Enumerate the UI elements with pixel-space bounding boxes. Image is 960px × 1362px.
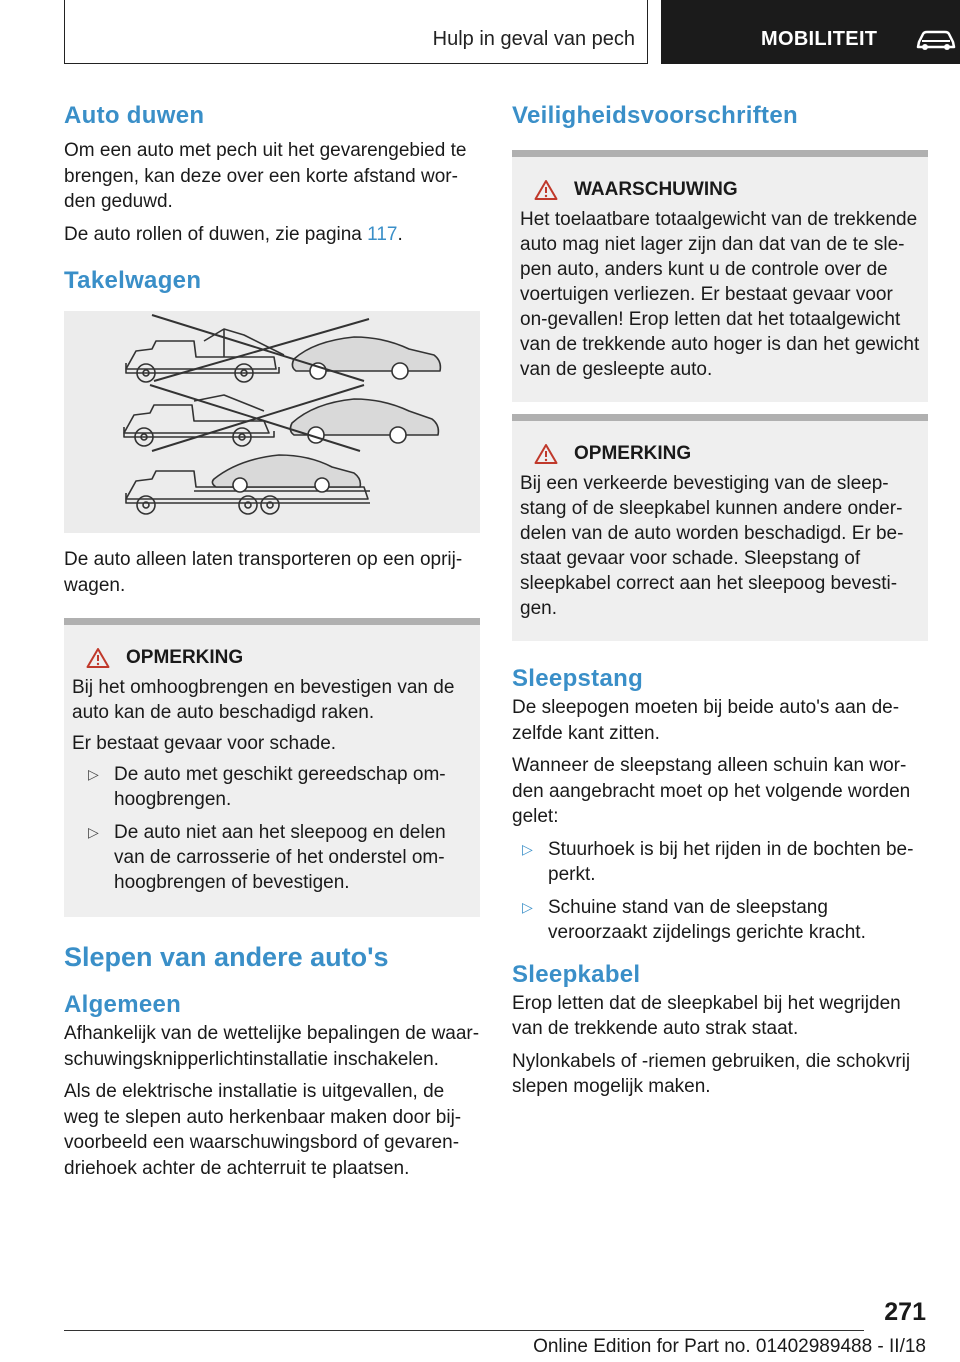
list-item: ▷ De auto met geschikt gereedschap om-hoogbrengen.	[88, 764, 446, 810]
triangle-right-icon: ▷	[88, 766, 99, 782]
list-item: ▷ De auto niet aan het sleepoog en delen van de carrosserie of het onderstel om-hoogbrengen of bevestigen.	[88, 822, 446, 893]
warning-label: WAARSCHUWING	[574, 179, 738, 200]
warning-text: Het toelaatbare totaalgewicht van de trekkende auto mag niet lager zijn dan dat van de te sle-pen auto, anders kunt u de controle over de voertuigen verliezen. Er bestaat gevaar voor on-gevallen! Erop letten dat het totaalgewicht van de trekkende auto hoger is dan het gewicht van de gesleepte auto.	[520, 209, 920, 380]
header-chapter-box	[661, 0, 960, 64]
right-column	[512, 100, 928, 1107]
heading-veiligheid: Veiligheidsvoorschriften	[512, 102, 798, 129]
notice-header	[520, 443, 920, 465]
warning-triangle-icon	[86, 647, 110, 669]
heading-sleepstang: Sleepstang	[512, 665, 644, 692]
heading-slepen: Slepen van andere auto's	[64, 942, 389, 972]
notice-label: OPMERKING	[574, 443, 692, 464]
notice-text-1: Bij het omhoogbrengen en bevestigen van de auto kan de auto beschadigd raken.	[72, 677, 455, 723]
auto-duwen-text: Om een auto met pech uit het gevarengebied te brengen, kan deze over een korte afstand wor-den geduwd.	[64, 140, 467, 212]
sleepstang-list	[512, 837, 928, 945]
warning-header	[520, 179, 920, 201]
triangle-right-icon: ▷	[522, 840, 533, 857]
sleepkabel-text-1: Erop letten dat de sleepkabel bij het wegrijden van de trekkende auto strak staat.	[512, 992, 901, 1039]
page-link-117[interactable]: 117	[367, 223, 398, 245]
warning-triangle-icon	[534, 179, 558, 201]
tow-truck-illustration	[64, 311, 480, 533]
heading-sleepkabel: Sleepkabel	[512, 960, 641, 988]
tow-truck-drawing	[64, 311, 480, 533]
auto-duwen-reference: De auto rollen of duwen, zie pagina 117.	[64, 223, 403, 245]
sleepstang-text-1: De sleepogen moeten bij beide auto's aan de-zelfde kant zitten.	[512, 697, 900, 744]
heading-algemeen: Algemeen	[64, 991, 182, 1018]
page-number: 271	[884, 1298, 926, 1326]
sleepstang-text-2: Wanneer de sleepstang alleen schuin kan wor-den aangebracht moet op het volgende worden gelet:	[512, 755, 911, 827]
heading-auto-duwen: Auto duwen	[64, 102, 205, 129]
footer-edition: Online Edition for Part no. 01402989488 - II/18	[533, 1336, 926, 1357]
triangle-right-icon: ▷	[88, 824, 99, 840]
notice-text-2: Er bestaat gevaar voor schade.	[72, 733, 337, 754]
list-item: ▷ Schuine stand van de sleepstang veroorzaakt zijdelings gerichte kracht.	[522, 896, 866, 943]
car-icon	[915, 28, 957, 52]
header-chapter-title: MOBILITEIT	[761, 28, 878, 50]
left-column	[64, 100, 480, 1188]
notice-box-towbar	[512, 414, 928, 641]
footer-divider	[64, 1330, 864, 1331]
notice-list	[72, 762, 472, 895]
sleepkabel-text-2: Nylonkabels of -riemen gebruiken, die schokvrij slepen mogelijk maken.	[512, 1050, 911, 1097]
heading-takelwagen: Takelwagen	[64, 267, 202, 294]
notice-text: Bij een verkeerde bevestiging van de sleep-stang of de sleepkabel kunnen andere onder-delen van de auto worden beschadigd. Er be-staat gevaar voor schade. Sleepstang of sleepkabel correct aan het sleepoog bevesti-gen.	[520, 473, 904, 619]
warning-triangle-icon	[534, 443, 558, 465]
header-section-title: Hulp in geval van pech	[432, 28, 635, 50]
notice-header	[72, 647, 472, 669]
warning-box	[512, 150, 928, 402]
algemeen-text-1: Afhankelijk van de wettelijke bepalingen de waar-schuwingsknipperlichtinstallatie inschakelen.	[64, 1023, 480, 1070]
takelwagen-caption: De auto alleen laten transporteren op een oprij-wagen.	[64, 549, 463, 596]
algemeen-text-2: Als de elektrische installatie is uitgevallen, de weg te slepen auto herkenbaar maken door bij-voorbeeld een waarschuwingsbord of gevaren-driehoek achter de achterruit te plaatsen.	[64, 1081, 462, 1179]
notice-box-lifting	[64, 618, 480, 917]
list-item: ▷ Stuurhoek is bij het rijden in de bochten be-perkt.	[522, 838, 914, 885]
notice-label: OPMERKING	[126, 647, 244, 668]
triangle-right-icon: ▷	[522, 898, 533, 915]
header-section-box	[64, 0, 648, 64]
